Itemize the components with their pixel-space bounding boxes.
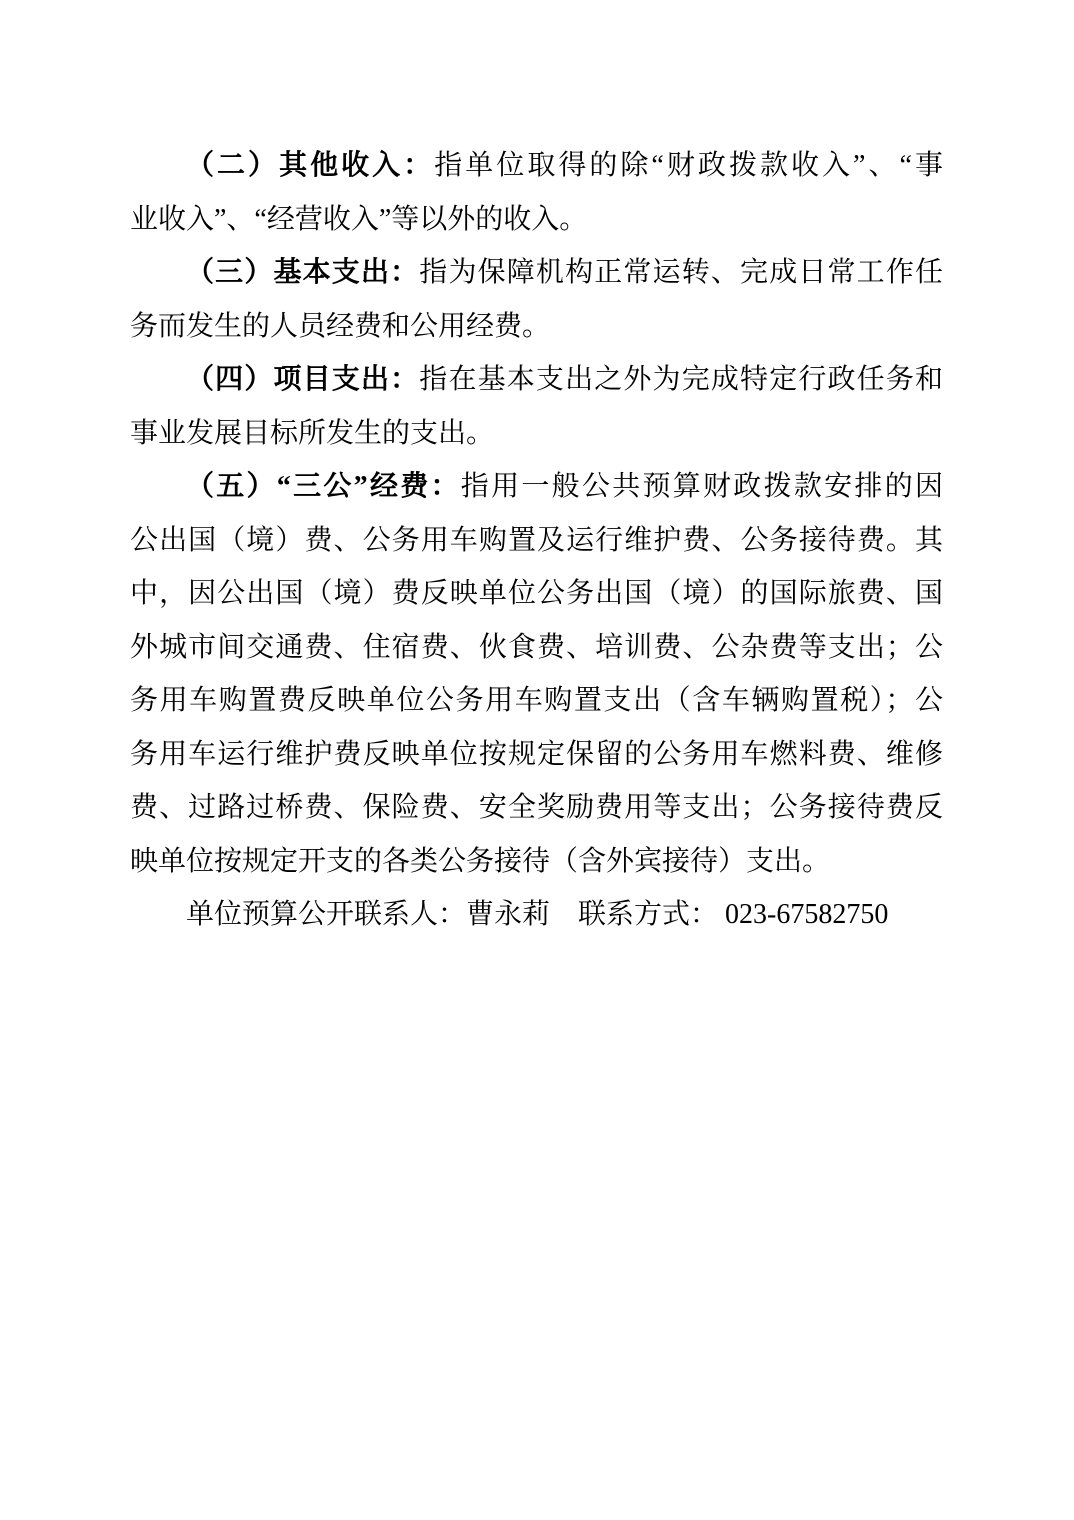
body-text-segment: 事业发展目标所发生的支出。 (130, 417, 495, 449)
body-text-segment: 指用一般公共预算财政拨款安排的因 (460, 471, 943, 502)
text-line (130, 781, 943, 835)
text-line (130, 460, 943, 514)
text-line (130, 193, 943, 247)
text-line (130, 407, 943, 461)
body-text-segment: 指在基本支出之外为完成特定行政任务和 (419, 364, 943, 395)
body-text-segment: 公出国（境）费、公务用车购置及运行维护费、公务接待费。其 (130, 524, 943, 556)
term-heading-segment: （四）项目支出： (186, 364, 420, 395)
contact-line (130, 888, 943, 942)
body-text-segment: 务用车购置费反映单位公务用车购置支出（含车辆购置税）；公 (130, 685, 943, 716)
body-text-segment: 费、过路过桥费、保险费、安全奖励费用等支出；公务接待费反 (130, 792, 943, 823)
body-text-segment: 单位预算公开联系人：曹永莉 联系方式： 023-67582750 (186, 899, 889, 930)
text-line (130, 674, 943, 728)
text-line (130, 300, 943, 354)
body-text-segment: 指单位取得的除“财政拨款收入”、“事 (434, 150, 943, 181)
text-line (130, 567, 943, 621)
text-line (130, 353, 943, 407)
body-text-segment: 指为保障机构正常运转、完成日常工作任 (419, 257, 943, 288)
body-text-segment: 务用车运行维护费反映单位按规定保留的公务用车燃料费、维修 (130, 738, 943, 770)
body-text-segment: 业收入”、“经营收入”等以外的收入。 (130, 203, 588, 235)
body-text-segment: 映单位按规定开支的各类公务接待（含外宾接待）支出。 (130, 845, 831, 877)
term-heading-segment: （三）基本支出： (186, 257, 420, 288)
text-line (130, 139, 943, 193)
text-line (130, 246, 943, 300)
text-line (130, 514, 943, 568)
body-text-segment: 外城市间交通费、住宿费、伙食费、培训费、公杂费等支出；公 (130, 631, 943, 663)
document-body (130, 139, 943, 942)
term-heading-segment: （二）其他收入： (186, 150, 435, 181)
term-heading-segment: （五）“三公”经费： (186, 471, 461, 502)
body-text-segment: 中，因公出国（境）费反映单位公务出国（境）的国际旅费、国 (130, 578, 943, 609)
text-line (130, 835, 943, 889)
text-line (130, 621, 943, 675)
body-text-segment: 务而发生的人员经费和公用经费。 (130, 310, 551, 342)
text-line (130, 728, 943, 782)
